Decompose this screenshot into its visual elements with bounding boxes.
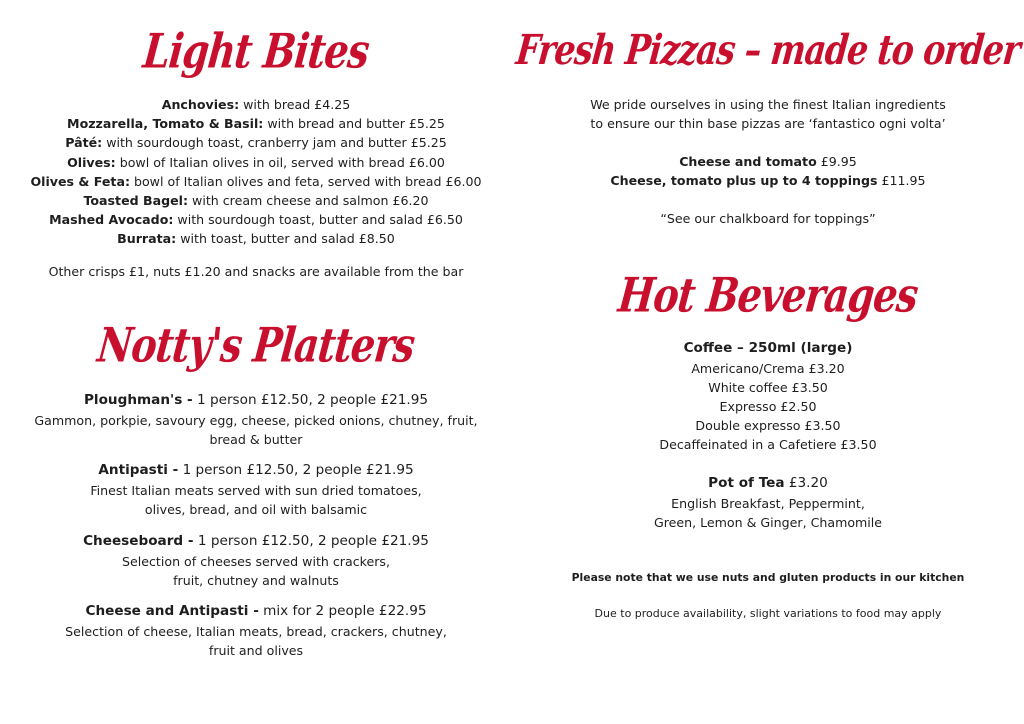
list-item: Mashed Avocado: with sourdough toast, butter and salad £6.50 (49, 212, 463, 228)
coffee-list (512, 339, 1024, 455)
list-item: Burrata: with toast, butter and salad £8.50 (117, 231, 395, 247)
list-item: Decaffeinated in a Cafetiere £3.50 (659, 437, 877, 453)
platter-antipasti: Antipasti - 1 person £12.50, 2 people £21.95 Finest Italian meats served with sun dried tomatoes, olives, bread, and oil with balsamic (90, 462, 422, 517)
list-item: Mozzarella, Tomato & Basil: with bread and butter £5.25 (67, 116, 445, 132)
pizzas-title: Fresh Pizzas – made to order (513, 25, 1023, 74)
list-item: Toasted Bagel: with cream cheese and salmon £6.20 (83, 193, 429, 209)
snacks-note: Other crisps £1, nuts £1.20 and snacks are available from the bar (48, 264, 464, 279)
tea-heading: Pot of Tea (708, 475, 785, 491)
pizzas-list (512, 152, 1024, 190)
light-bites-title: Light Bites (140, 22, 372, 79)
list-item: Pâté: with sourdough toast, cranberry jam and butter £5.25 (65, 135, 447, 151)
availability-notice: Due to produce availability, slight variations to food may apply (594, 607, 942, 620)
list-item: Double expresso £3.50 (695, 418, 841, 434)
tea-block: Pot of Tea £3.20 English Breakfast, Peppermint, Green, Lemon & Ginger, Chamomile (653, 475, 883, 530)
list-item: Americano/Crema £3.20 (691, 360, 845, 376)
toppings-note: “See our chalkboard for toppings” (660, 211, 876, 226)
platters-title: Notty's Platters (95, 316, 417, 373)
list-item: Cheese, tomato plus up to 4 toppings £11.95 (610, 173, 926, 189)
light-bites-list (0, 95, 512, 249)
list-item: Anchovies: with bread £4.25 (161, 97, 351, 112)
list-item: Cheese and tomato £9.95 (679, 154, 857, 169)
coffee-heading: Coffee – 250ml (large) (683, 340, 853, 356)
list-item: White coffee £3.50 (708, 379, 828, 395)
beverages-title: Hot Beverages (615, 266, 921, 323)
allergen-notice: Please note that we use nuts and gluten products in our kitchen (571, 571, 965, 584)
platter-cheeseboard: Cheeseboard - 1 person £12.50, 2 people £21.95 Selection of cheeses served with crackers, fruit, chutney and walnuts (83, 533, 429, 588)
pizzas-intro: We pride ourselves in using the finest Italian ingredients to ensure our thin base pizzas are ‘fantastico ogni volta’ (590, 97, 946, 132)
list-item: Olives & Feta: bowl of Italian olives and feta, served with bread £6.00 (30, 173, 482, 189)
list-item: Expresso £2.50 (719, 398, 817, 414)
list-item: Olives: bowl of Italian olives in oil, served with bread £6.00 (67, 154, 445, 170)
platter-cheese-antipasti: Cheese and Antipasti - mix for 2 people £22.95 Selection of cheese, Italian meats, bread, crackers, chutney, fruit and olives (65, 603, 447, 658)
platter-ploughmans: Ploughman's - 1 person £12.50, 2 people £21.95 Gammon, porkpie, savoury egg, cheese, picked onions, chutney, fruit, bread & butter (34, 392, 478, 447)
